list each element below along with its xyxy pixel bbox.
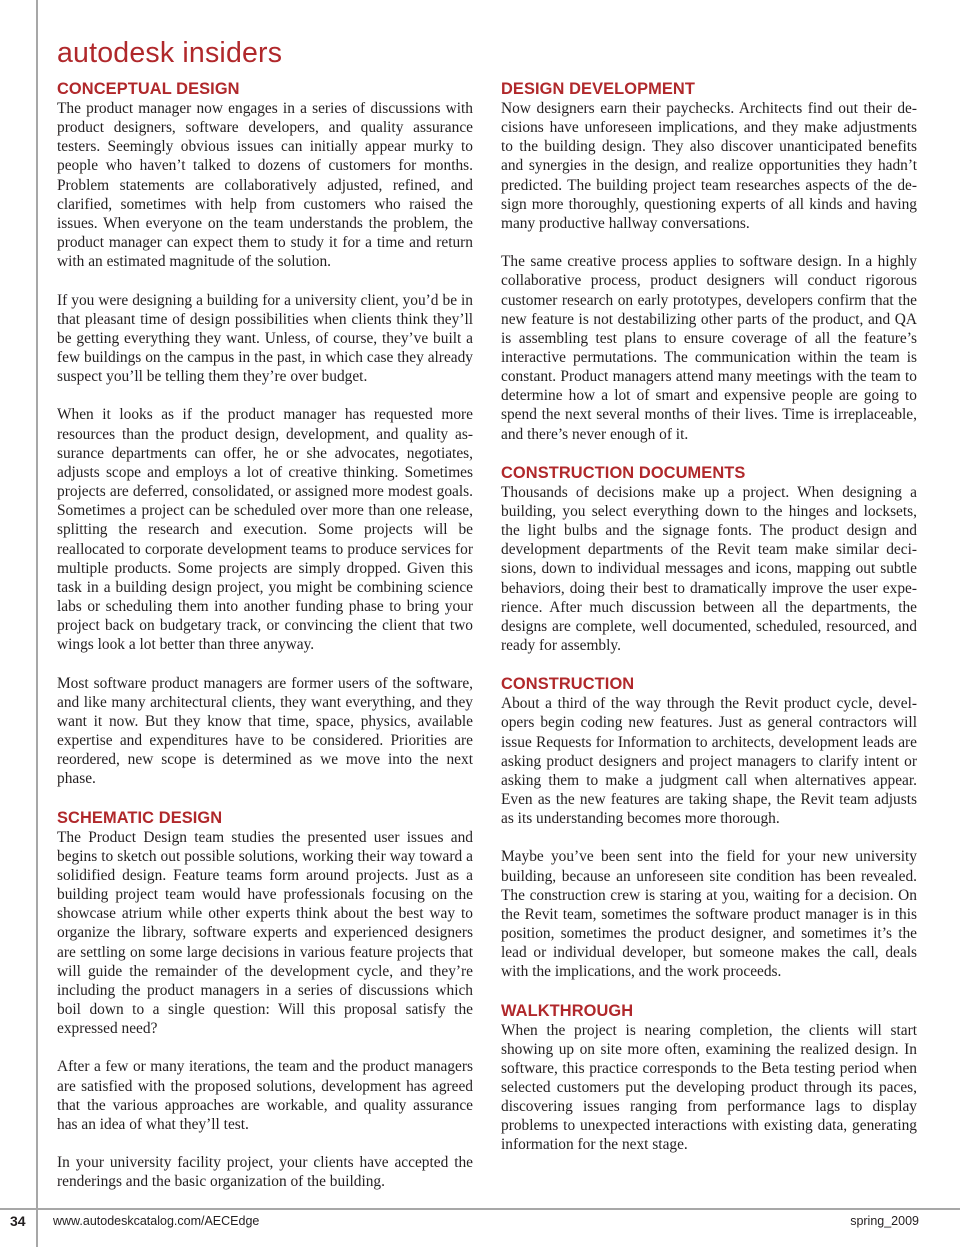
paragraph: The product manager now engages in a series of discussions with product designers, software developers, and quality assurance testers. Seemingly obvious issues can initially appear murky to people who haven’t talked to dozens of customers for months. Problem statements are collaboratively adjusted, refined, and clarified, sometimes with help from customers who raised the issues. When everyone on the team understands the problem, the product manager can expect them to study it for a time and return with an estimated magnitude of the solution. [57,100,473,271]
paragraph: When the project is nearing completion, the clients will start showing up on site more often, examining the realized design. In software, this practice corresponds to the Beta testing period when selected customers put the developing product through its paces, discovering issues ranging from performance lags to display problems to unexpected interactions with existing data, generating information for the next stage. [501,1021,917,1154]
left-column [57,79,473,1192]
paragraph: In your university facility project, your clients have accepted the renderings and the basic organization of the building. [57,1154,473,1191]
paragraph: The same creative process applies to software design. In a highly collaborative process, product designers will conduct rigorous customer research on early prototypes, developers confirm that the new feature is not destabilizing other parts of the product, and QA is assembling test plans to ensure coverage of all the feature’s interactive permutations. The communication within the team is constant. Product managers attend many meetings with the team to determine how a lot of smart and expensive people are going to spend the next several months of their lives. Time is irreplaceable, and there’s never enough of it. [501,253,917,443]
section-heading: DESIGN DEVELOPMENT [501,80,695,98]
paragraph: Most software product managers are former users of the software, and like many architectural clients, they want everything, and they want it now. But they know that time, space, physics, available expertise and expenditures have to be considered. Priorities are reordered, new scope is determined as we move into the next phase. [57,674,473,788]
paragraph: When it looks as if the product manager has requested more resources than the product design, development, and quality assurance departments can offer, he or she advocates, negotiates, adjusts scope and employs a lot of creative thinking. Sometimes projects are deferred, consolidated, or assigned more modest goals. Sometimes a project can be scheduled over more than one release, splitting the research and execution. Some projects will be reallocated to corporate development teams to produce services for multiple products. Some projects are simply dropped. Given this task in a building design project, you might be combining science labs or scheduling them into another funding phase to bring your project back on budgetary track, or convincing the client that two wings look a lot better than three anyway. [57,406,473,654]
section-walkthrough [501,1001,917,1155]
footer-url-link[interactable]: www.autodeskcatalog.com/AECEdge [53,1214,260,1228]
section-schematic-design [57,808,473,1192]
section-conceptual-design [57,79,473,789]
section-heading: SCHEMATIC DESIGN [57,808,223,827]
paragraph: Now designers earn their paychecks. Architects find out their decisions have unforeseen implications, and they make adjustments to the building design. They also discover unanticipated benefits and synergies in the design, and realize opportunities they hadn’t predicted. The building project team researches aspects of the design more thoroughly, questioning experts of all kinds and having many productive hallway conversations. [501,100,917,232]
section-heading: CONCEPTUAL DESIGN [57,80,240,98]
left-margin-rule [36,0,38,1247]
section-construction [501,674,917,981]
paragraph: About a third of the way through the Revit product cycle, developers begin coding new features. Just as general contractors will issue Requests for Information to architects, development leads are asking product designers and project managers to clarify intent or asking them to make a judgment call when alternatives appear. Even as the new features are taking shape, the Revit team adjusts as its understanding becomes more thorough. [501,695,917,828]
paragraph: After a few or many iterations, the team and the product managers are satisfied with the proposed solutions, development has agreed that the various approaches are workable, and quality assurance has an idea of what they’ll test. [57,1058,473,1133]
issue-label: spring_2009 [850,1214,919,1228]
page-number: 34 [10,1213,26,1229]
masthead-title: autodesk insiders [57,37,283,69]
section-construction-documents [501,463,917,655]
right-column [501,79,917,1155]
section-heading: WALKTHROUGH [501,1001,634,1020]
paragraph: If you were designing a building for a university client, you’d be in that pleasant time of design possibilities when clients think they’ll be getting everything they want. Unless, of course, they’ve built a few buildings on the campus in the past, in which case they already suspect you’ll be telling them they’re over budget. [57,291,473,386]
section-heading: CONSTRUCTION DOCUMENTS [501,463,746,482]
section-heading: CONSTRUCTION [501,675,635,694]
section-design-development [501,79,917,444]
paragraph: The Product Design team studies the presented user issues and begins to sketch out possible solutions, working their way toward a solidified design. Feature teams form around projects. Just as a building project team would have professionals focusing on the showcase atrium while other experts think about the best way to organize the library, software experts and experienced designers are settling on some large decisions in various feature projects that will guide the remainder of the development cycle, and they’re including the product managers in a series of discussions which boil down to a single question: Will this proposal satisfy the expressed need? [57,828,473,1038]
paragraph: Thousands of decisions make up a project. When designing a building, you select everything down to the hinges and locksets, the light bulbs and the signage fonts. The product design and development departments of the Revit team make similar decisions, down to individual messages and icons, mapping out subtle behaviors, doing their best to dramatically improve the user experience. After much discussion between all the departments, the designs are complete, well documented, scheduled, resourced, and ready for assembly. [501,483,917,655]
footer-rule [0,1208,960,1210]
paragraph: Maybe you’ve been sent into the field for your new university building, because an unforeseen site condition has been revealed. The construction crew is staring at you, waiting for a decision. On the Revit team, sometimes the software product manager is in this position, sometimes the product designer, and sometimes it’s the lead or individual developer, but someone makes the call, deals with the implications, and the work proceeds. [501,848,917,981]
